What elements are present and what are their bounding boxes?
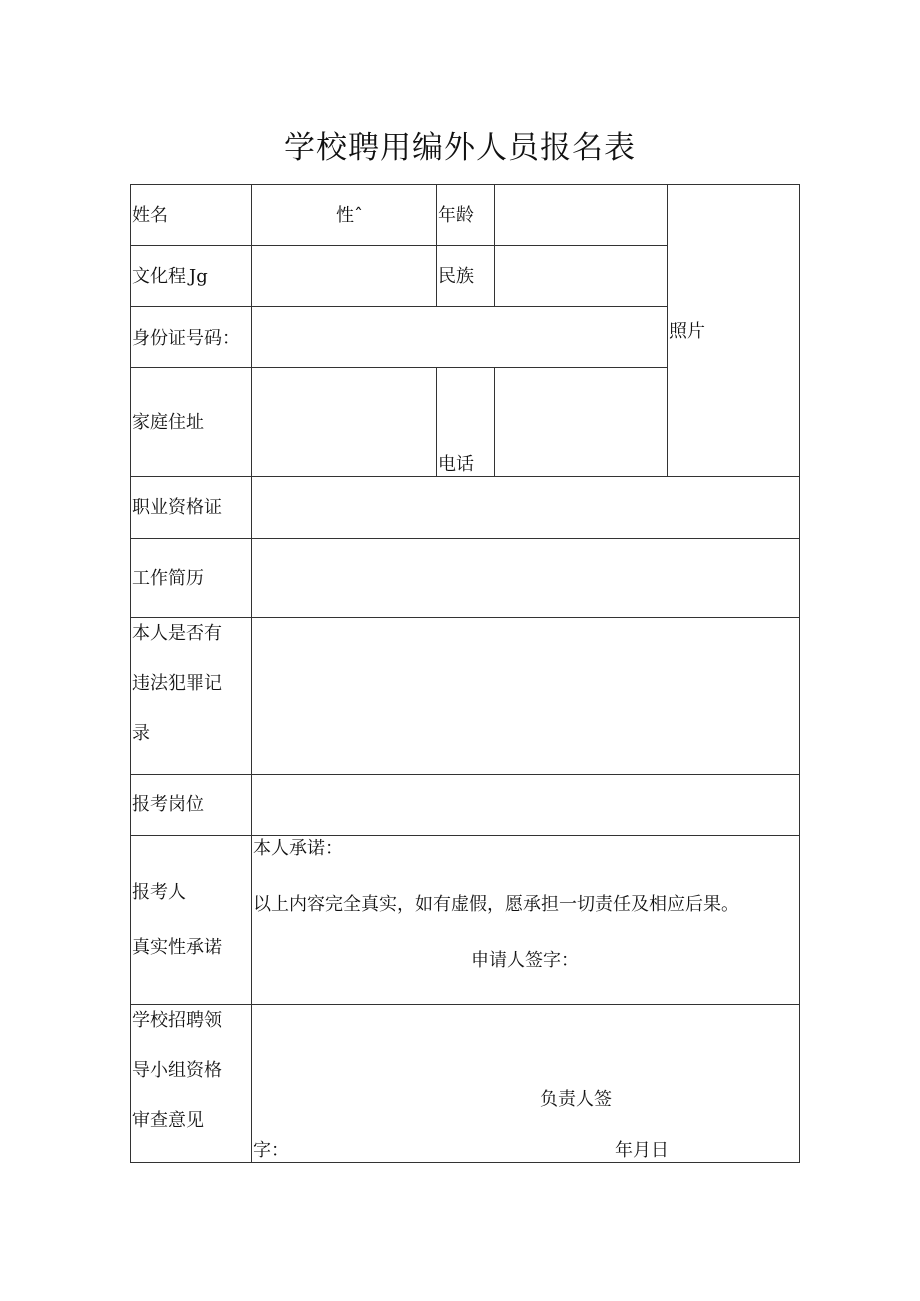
responsible-sign-label: 负责人签 (540, 1089, 612, 1110)
review-label-line-1: 学校招聘领 (132, 1010, 222, 1031)
record-value-cell[interactable] (251, 617, 800, 775)
cert-value-cell[interactable] (251, 476, 800, 539)
record-label-line-3: 录 (132, 723, 150, 744)
position-value-cell[interactable] (251, 774, 800, 836)
education-value-cell[interactable] (251, 245, 437, 307)
id-label: 身份证号码： (132, 328, 240, 349)
ethnicity-value-cell[interactable] (494, 245, 668, 307)
promise-label-cell (130, 835, 252, 1005)
ethnicity-label: 民族 (438, 266, 474, 287)
cert-label: 职业资格证 (132, 497, 222, 518)
photo-label: 照片 (669, 321, 705, 342)
promise-heading: 本人承诺： (253, 838, 343, 859)
promise-text: 以上内容完全真实，如有虚假，愿承担一切责任及相应后果。 (253, 894, 739, 915)
promise-value-cell (251, 835, 800, 1005)
date-label: 年月日 (615, 1140, 669, 1161)
sign-char-label: 字： (253, 1140, 289, 1161)
review-label-line-2: 导小组资格 (132, 1060, 222, 1081)
gender-label: 性ˆ (336, 205, 363, 226)
education-label: 文化程 Jg (132, 266, 208, 287)
address-value-cell[interactable] (251, 367, 437, 477)
promise-label-line-2: 真实性承诺 (132, 937, 222, 958)
name-label: 姓名 (132, 205, 168, 226)
record-label-line-1: 本人是否有 (132, 623, 222, 644)
id-value-cell[interactable] (251, 306, 668, 368)
page-title: 学校聘用编外人员报名表 (284, 130, 636, 166)
address-label: 家庭住址 (132, 412, 204, 433)
resume-value-cell[interactable] (251, 538, 800, 618)
phone-label: 电话 (438, 454, 474, 475)
record-label-line-2: 违法犯罪记 (132, 673, 222, 694)
applicant-signature-label: 申请人签字： (471, 950, 579, 971)
review-value-cell[interactable] (251, 1004, 800, 1163)
age-value-cell[interactable] (494, 184, 668, 246)
promise-label-line-1: 报考人 (132, 882, 186, 903)
phone-value-cell[interactable] (494, 367, 668, 477)
resume-label: 工作简历 (132, 568, 204, 589)
review-label-line-3: 审查意见 (132, 1110, 204, 1131)
age-label: 年龄 (438, 205, 474, 226)
position-label: 报考岗位 (132, 794, 204, 815)
